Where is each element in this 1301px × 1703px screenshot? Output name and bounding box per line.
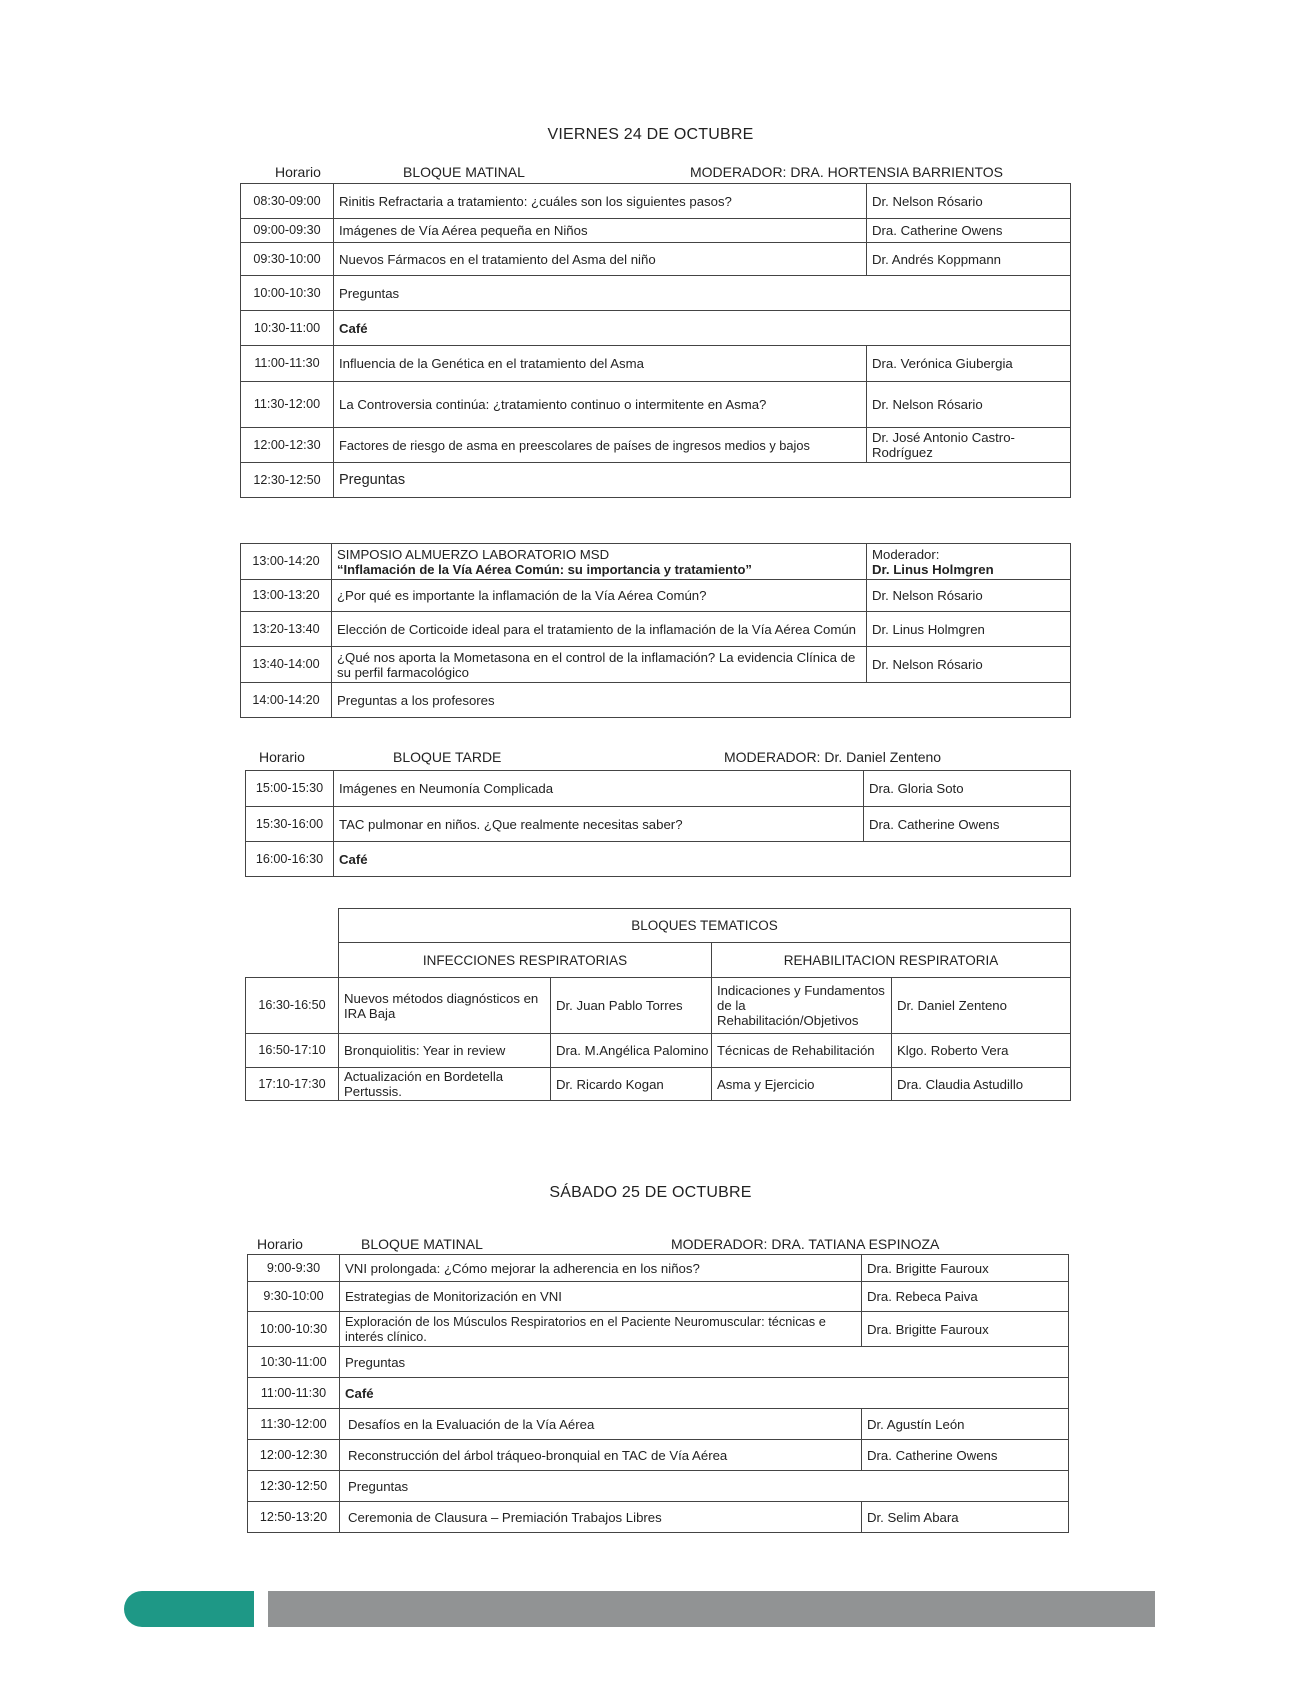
- topic-cell: VNI prolongada: ¿Cómo mejorar la adherencia en los niños?: [340, 1255, 862, 1282]
- table-row: [246, 943, 1071, 978]
- topic-cell: Desafíos en la Evaluación de la Vía Aérea: [340, 1409, 862, 1440]
- time-cell: 09:00-09:30: [241, 219, 334, 243]
- time-cell: 12:00-12:30: [241, 428, 334, 463]
- topic-cell: Preguntas: [340, 1347, 1069, 1378]
- thematic-title: BLOQUES TEMATICOS: [339, 909, 1071, 943]
- topic-cell: Café: [340, 1378, 1069, 1409]
- speaker-cell: Dr. Agustín León: [862, 1409, 1069, 1440]
- topic-cell: Imágenes en Neumonía Complicada: [334, 771, 864, 807]
- table-row: [248, 1378, 1069, 1409]
- time-cell: 13:00-13:20: [241, 580, 332, 612]
- footer-accent-bar: [124, 1591, 254, 1627]
- speaker-cell: Dr. Nelson Rósario: [867, 382, 1071, 428]
- friday-afternoon-moderator: MODERADOR: Dr. Daniel Zenteno: [724, 749, 942, 765]
- speaker-cell: Dra. Rebeca Paiva: [862, 1282, 1069, 1312]
- time-cell: 9:00-9:30: [248, 1255, 340, 1282]
- speaker-cell: Dra. Brigitte Fauroux: [862, 1312, 1069, 1347]
- table-row: [246, 1068, 1071, 1101]
- time-cell: 13:20-13:40: [241, 612, 332, 647]
- inf-speaker-cell: Dr. Ricardo Kogan: [551, 1068, 712, 1101]
- friday-afternoon-col-time: Horario: [259, 749, 305, 765]
- inf-speaker-cell: Dra. M.Angélica Palomino: [551, 1034, 712, 1068]
- speaker-cell: Dr. Nelson Rósario: [867, 184, 1071, 219]
- time-cell: 12:30-12:50: [241, 463, 334, 498]
- time-cell: 10:30-11:00: [241, 311, 334, 346]
- time-cell: 14:00-14:20: [241, 683, 332, 718]
- table-row: [241, 276, 1071, 311]
- saturday-morning-col-time: Horario: [257, 1236, 303, 1252]
- table-row: [241, 243, 1071, 276]
- table-row: [248, 1255, 1069, 1282]
- topic-cell: Café: [334, 311, 1071, 346]
- moderator-label: Moderador:: [872, 546, 940, 562]
- topic-cell: La Controversia continúa: ¿tratamiento continuo o intermitente en Asma?: [334, 382, 867, 428]
- table-row: [241, 683, 1071, 718]
- symposium-subtitle: “Inflamación de la Vía Aérea Común: su importancia y tratamiento”: [337, 561, 752, 577]
- reh-topic-cell: Técnicas de Rehabilitación: [712, 1034, 892, 1068]
- infections-title: INFECCIONES RESPIRATORIAS: [339, 943, 712, 978]
- speaker-cell: Dra. Catherine Owens: [867, 219, 1071, 243]
- friday-morning-col-time: Horario: [275, 164, 321, 180]
- topic-cell: Preguntas: [340, 1471, 1069, 1502]
- speaker-cell: Dr. Nelson Rósario: [867, 580, 1071, 612]
- topic-cell: Preguntas: [334, 276, 1071, 311]
- table-row: [248, 1471, 1069, 1502]
- topic-cell: Rinitis Refractaria a tratamiento: ¿cuáles son los siguientes pasos?: [334, 184, 867, 219]
- time-cell: 11:00-11:30: [241, 346, 334, 382]
- table-row: [241, 463, 1071, 498]
- time-cell: 16:50-17:10: [246, 1034, 339, 1068]
- table-row: [241, 184, 1071, 219]
- reh-speaker-cell: Dra. Claudia Astudillo: [892, 1068, 1071, 1101]
- inf-topic-cell: Actualización en Bordetella Pertussis.: [339, 1068, 551, 1101]
- topic-cell: Reconstrucción del árbol tráqueo-bronquial en TAC de Vía Aérea: [340, 1440, 862, 1471]
- table-row: [246, 1034, 1071, 1068]
- time-cell: 9:30-10:00: [248, 1282, 340, 1312]
- topic-cell: Preguntas a los profesores: [332, 683, 1071, 718]
- table-row: [241, 382, 1071, 428]
- time-cell: 11:30-12:00: [248, 1409, 340, 1440]
- table-row: [248, 1347, 1069, 1378]
- table-row: [248, 1312, 1069, 1347]
- speaker-cell: Dra. Catherine Owens: [862, 1440, 1069, 1471]
- speaker-cell: Dr. José Antonio Castro-Rodríguez: [867, 428, 1071, 463]
- time-cell: 12:50-13:20: [248, 1502, 340, 1533]
- friday-afternoon-col-block: BLOQUE TARDE: [393, 749, 502, 765]
- table-row: [248, 1409, 1069, 1440]
- time-cell: 13:00-14:20: [241, 544, 332, 580]
- table-row: [241, 612, 1071, 647]
- inf-topic-cell: Bronquiolitis: Year in review: [339, 1034, 551, 1068]
- table-row: [246, 807, 1071, 842]
- empty-cell: [246, 909, 339, 943]
- table-row: [241, 580, 1071, 612]
- topic-cell: Exploración de los Músculos Respiratorios en el Paciente Neuromuscular: técnicas e interés clínico.: [340, 1312, 862, 1347]
- speaker-cell: Dr. Linus Holmgren: [867, 612, 1071, 647]
- time-cell: 15:00-15:30: [246, 771, 334, 807]
- empty-cell: [246, 943, 339, 978]
- topic-cell: Nuevos Fármacos en el tratamiento del Asma del niño: [334, 243, 867, 276]
- speaker-cell: Dr. Nelson Rósario: [867, 647, 1071, 683]
- topic-cell: Elección de Corticoide ideal para el tratamiento de la inflamación de la Vía Aérea Común: [332, 612, 867, 647]
- friday-title: VIERNES 24 DE OCTUBRE: [547, 126, 754, 143]
- topic-cell: TAC pulmonar en niños. ¿Que realmente necesitas saber?: [334, 807, 864, 842]
- speaker-cell: Dr. Andrés Koppmann: [867, 243, 1071, 276]
- friday-symposium-table: [240, 543, 1071, 718]
- speaker-cell: Dr. Selim Abara: [862, 1502, 1069, 1533]
- table-row: [248, 1282, 1069, 1312]
- table-row: [246, 978, 1071, 1034]
- table-row: [246, 842, 1071, 877]
- time-cell: 11:30-12:00: [241, 382, 334, 428]
- table-row: [246, 771, 1071, 807]
- table-row: [241, 428, 1071, 463]
- friday-morning-col-block: BLOQUE MATINAL: [403, 164, 525, 180]
- saturday-morning-table: [247, 1254, 1069, 1533]
- topic-cell: Influencia de la Genética en el tratamiento del Asma: [334, 346, 867, 382]
- friday-afternoon-table: [245, 770, 1071, 877]
- speaker-cell: Dra. Brigitte Fauroux: [862, 1255, 1069, 1282]
- time-cell: 11:00-11:30: [248, 1378, 340, 1409]
- moderator-name: Dr. Linus Holmgren: [872, 561, 994, 577]
- table-row: [246, 909, 1071, 943]
- rehab-title: REHABILITACION RESPIRATORIA: [712, 943, 1071, 978]
- topic-cell: Factores de riesgo de asma en preescolares de países de ingresos medios y bajos: [334, 428, 867, 463]
- time-cell: 13:40-14:00: [241, 647, 332, 683]
- table-row: [241, 647, 1071, 683]
- footer-grey-bar: [268, 1591, 1155, 1627]
- reh-topic-cell: Indicaciones y Fundamentos de la Rehabilitación/Objetivos: [712, 978, 892, 1034]
- topic-cell: ¿Qué nos aporta la Mometasona en el control de la inflamación? La evidencia Clínica de su perfil farmacológico: [332, 647, 867, 683]
- speaker-cell: Dra. Gloria Soto: [864, 771, 1071, 807]
- time-cell: 16:00-16:30: [246, 842, 334, 877]
- topic-cell: Estrategias de Monitorización en VNI: [340, 1282, 862, 1312]
- time-cell: 16:30-16:50: [246, 978, 339, 1034]
- topic-cell: Café: [334, 842, 1071, 877]
- time-cell: 08:30-09:00: [241, 184, 334, 219]
- saturday-title: SÁBADO 25 DE OCTUBRE: [549, 1184, 752, 1201]
- time-cell: 17:10-17:30: [246, 1068, 339, 1101]
- symposium-title: SIMPOSIO ALMUERZO LABORATORIO MSD: [337, 546, 610, 562]
- time-cell: 12:00-12:30: [248, 1440, 340, 1471]
- symposium-moderator-cell: [867, 544, 1071, 580]
- symposium-title-cell: [332, 544, 867, 580]
- table-row: [248, 1440, 1069, 1471]
- speaker-cell: Dra. Verónica Giubergia: [867, 346, 1071, 382]
- friday-morning-table: [240, 183, 1071, 498]
- reh-speaker-cell: Klgo. Roberto Vera: [892, 1034, 1071, 1068]
- table-row: [241, 346, 1071, 382]
- time-cell: 12:30-12:50: [248, 1471, 340, 1502]
- reh-speaker-cell: Dr. Daniel Zenteno: [892, 978, 1071, 1034]
- saturday-morning-col-block: BLOQUE MATINAL: [361, 1236, 483, 1252]
- inf-topic-cell: Nuevos métodos diagnósticos en IRA Baja: [339, 978, 551, 1034]
- time-cell: 15:30-16:00: [246, 807, 334, 842]
- topic-cell: Ceremonia de Clausura – Premiación Trabajos Libres: [340, 1502, 862, 1533]
- time-cell: 09:30-10:00: [241, 243, 334, 276]
- time-cell: 10:00-10:30: [248, 1312, 340, 1347]
- table-row: [248, 1502, 1069, 1533]
- friday-morning-moderator: MODERADOR: DRA. HORTENSIA BARRIENTOS: [690, 164, 1003, 180]
- time-cell: 10:30-11:00: [248, 1347, 340, 1378]
- table-row: [241, 219, 1071, 243]
- topic-cell: ¿Por qué es importante la inflamación de la Vía Aérea Común?: [332, 580, 867, 612]
- speaker-cell: Dra. Catherine Owens: [864, 807, 1071, 842]
- saturday-morning-moderator: MODERADOR: DRA. TATIANA ESPINOZA: [671, 1236, 940, 1252]
- topic-cell: Imágenes de Vía Aérea pequeña en Niños: [334, 219, 867, 243]
- time-cell: 10:00-10:30: [241, 276, 334, 311]
- reh-topic-cell: Asma y Ejercicio: [712, 1068, 892, 1101]
- topic-cell: Preguntas: [334, 463, 1071, 498]
- friday-thematic-table: [245, 908, 1071, 1101]
- table-row: [241, 311, 1071, 346]
- inf-speaker-cell: Dr. Juan Pablo Torres: [551, 978, 712, 1034]
- table-row: [241, 544, 1071, 580]
